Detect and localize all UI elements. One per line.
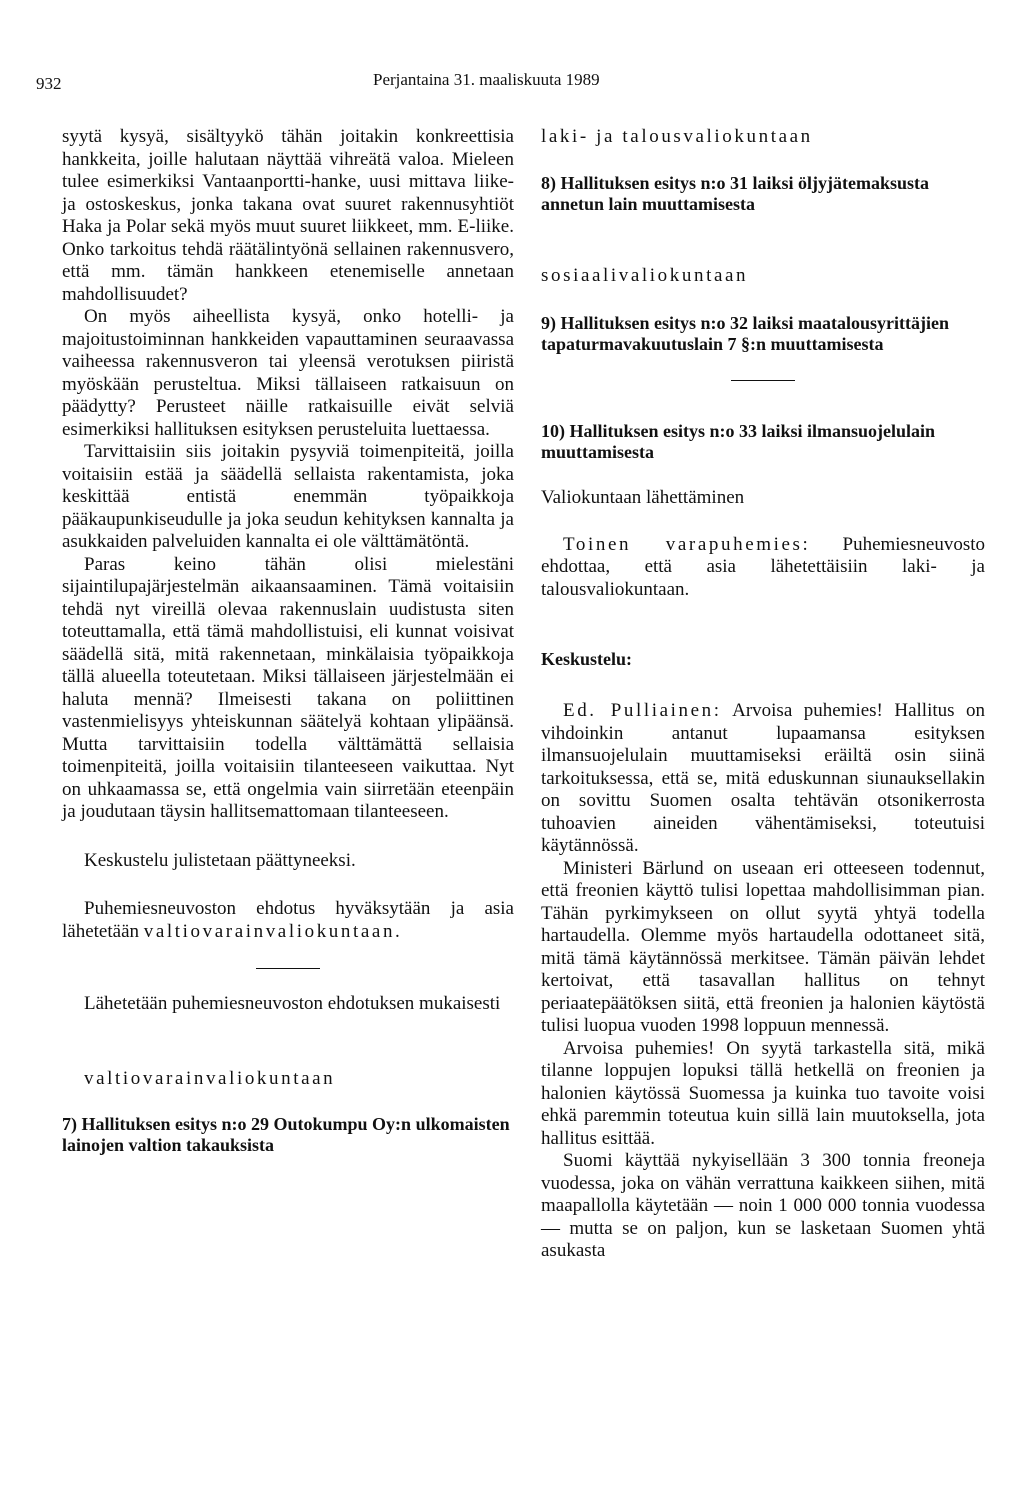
paragraph: On myös aiheellista kysyä, onko hotelli- ja majoitustoiminnan hankkeiden vapauttaminen seuraavassa vaiheessa rakennusveron tai yleensä verotuksen piiristä myöskään perusteltua. Miksi tällaiseen ratkaisuun on päädytty? Perusteet näille ratkaisuille eivät selviä esimerkiksi hallituksen esityksen perusteluita luettaessa.: [62, 306, 514, 440]
page-number: 932: [36, 74, 62, 93]
agenda-item-9: 9) Hallituksen esitys n:o 32 laiksi maatalousyrittäjien tapaturmavakuutuslain 7 §:n muuttamisesta: [541, 313, 950, 354]
speech-text: Arvoisa puhemies! Hallitus on vihdoinkin antanut lupaamansa esityksen ilmansuojelulain muuttamiseksi eräiltä osin siinä tarkoituksessa, että se, mitä eduskunnan siunauksellakin on sovittu Suomen osalta tehtävän otsonikerrosta tuhoavien aineiden vähentämiseksi, toteutuisi käytännössä.: [541, 700, 986, 856]
approval-committee: valtiovarainvaliokuntaan.: [143, 920, 403, 942]
discussion-closed-note: Keskustelu julistetaan päättyneeksi.: [84, 849, 356, 871]
referral-heading: Valiokuntaan lähettäminen: [541, 487, 745, 508]
committee-heading: laki- ja talousvaliokuntaan: [541, 126, 813, 147]
agenda-item-8: 8) Hallituksen esitys n:o 31 laiksi öljyjätemaksusta annetun lain muuttamisesta: [541, 172, 930, 214]
speech-paragraph: Ministeri Bärlund on useaan eri otteeseen todennut, että freonien käyttö tulisi lopettaa mahdollisimman pian. Tähän pyrkimykseen on ollut syytä yhtyä todella hartaudella. Olemme myös hartaudella odottaneet sitä, mitä tämä käytännössä merkitsee. Tämän päivän lehdet kertoivat, että tasavallan hallitus on tehnyt periaatepäätöksen siitä, että freonien ja halonien käytöstä tulisi luopua vuoden 1998 loppuun mennessä.: [541, 857, 985, 1036]
right-column: [541, 126, 985, 1263]
agenda-item-7: 7) Hallituksen esitys n:o 29 Outokumpu Oy:n ulkomaisten lainojen valtion takauksista: [62, 1114, 510, 1155]
speaker-statement: [541, 534, 985, 602]
approval-note: [62, 898, 514, 943]
speaker-name: Ed. Pulliainen:: [563, 700, 722, 721]
speaker-text: Puhemiesneuvosto ehdottaa, että asia lähetettäisiin laki- ja talousvaliokuntaan.: [541, 533, 985, 600]
discussion-heading: Keskustelu:: [541, 649, 633, 669]
committee-heading: valtiovarainvaliokuntaan: [84, 1067, 336, 1089]
referral-note: Lähetetään puhemiesneuvoston ehdotuksen mukaisesti: [84, 993, 501, 1014]
section-divider: [256, 968, 320, 969]
left-column: [62, 126, 514, 1156]
committee-heading: sosiaalivaliokuntaan: [541, 264, 749, 286]
speech-paragraph: Arvoisa puhemies! On syytä tarkastella sitä, mikä tilanne loppujen lopuksi tällä hetkellä on freonien ja halonien käytössä Suomessa ja kuinka tuo tavoite voisi ehkä paremmin toteutua kuin sillä lain muutoksella, jota hallitus esittää.: [541, 1037, 985, 1149]
paragraph: Tarvittaisiin siis joitakin pysyviä toimenpiteitä, joilla voitaisiin estää ja säädellä sellaista rakentamista, joka keskittää entistä enemmän työpaikkoja pääkaupunkiseudulle ja joka seudun kehityksen kannalta ja asukkaiden palveluiden kannalta ei ole välttämätöntä.: [62, 441, 514, 552]
paragraph: Paras keino tähän olisi mielestäni sijaintilupajärjestelmän aikaansaaminen. Tämä voitaisiin tehdä nyt vireillä olevaa rakennuslain uudistusta siten toteuttamalla, että tämä mahdollistuisi, eli kunnat voisivat säädellä sitä, mitä rakennetaan, minkälaisia työpaikkoja tällä alueella toteutetaan. Miksi tällaiseen järjestelmään ei haluta mennä? Ilmeisesti takana on poliittinen vastenmielisyys yhteiskunnan säätelyä kohtaan ylipäänsä. Mutta tarvittaisiin todella välttämättä sellaisia toimenpiteitä, joilla voitaisiin tilanteeseen vaikuttaa. Nyt on uhkaamassa se, että ongelmia vain siirretään eteenpäin ja joudutaan täysin hallitsemattomaan tilanteeseen.: [62, 553, 514, 822]
speech-paragraph: Suomi käyttää nykyisellään 3 300 tonnia freoneja vuodessa, joka on vähän verrattuna kaikkeen siihen, mitä maapallolla käytetään — noin 1 000 000 tonnia vuodessa — mutta se on paljon, kun se lasketaan Suomen yhtä asukasta: [541, 1150, 985, 1261]
section-divider: [731, 380, 795, 381]
speaker-role: Toinen varapuhemies:: [563, 533, 811, 555]
agenda-item-10: 10) Hallituksen esitys n:o 33 laiksi ilmansuojelulain muuttamisesta: [541, 421, 936, 462]
running-header-date: Perjantaina 31. maaliskuuta 1989: [373, 70, 600, 89]
approval-text: Puhemiesneuvoston ehdotus hyväksytään ja asia lähetetään: [62, 898, 514, 942]
speech-paragraph: [541, 700, 985, 858]
paragraph: syytä kysyä, sisältyykö tähän joitakin konkreettisia hankkeita, joille halutaan näyttää vihreätä valoa. Mieleen tulee esimerkiksi Vantaanportti-hanke, uusi mittava liike- ja ostoskeskus, jonka takana ovat suuret rakennusyhtiöt Haka ja Polar sekä myös muut suuret liikkeet, mm. E-liike. Onko tarkoitus tehdä räätälintyönä sellainen rakennusvero, että mm. tämän hankkeen etenemiselle annetaan mahdollisuudet?: [62, 126, 514, 305]
